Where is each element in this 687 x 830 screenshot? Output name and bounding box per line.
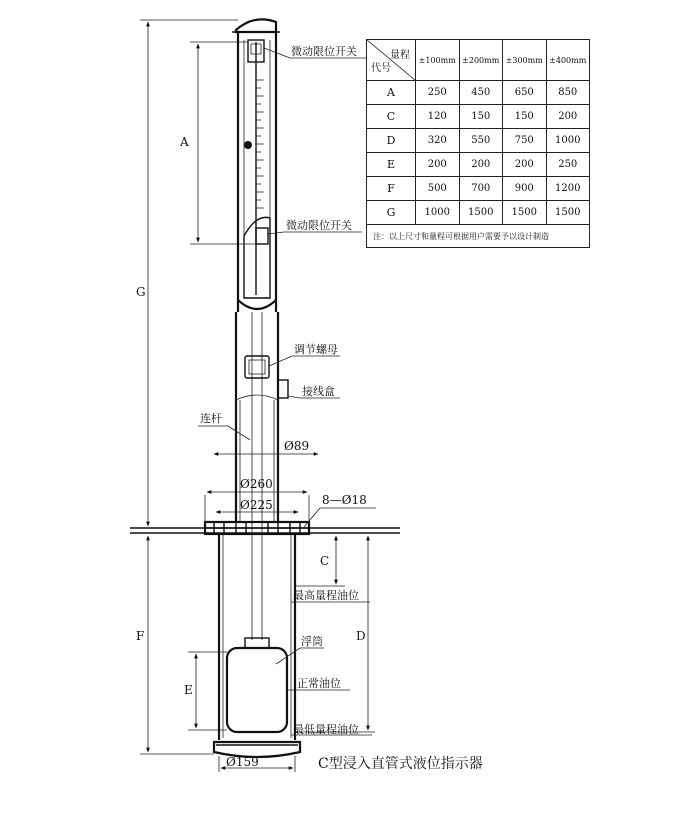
callout-max-level [291, 588, 370, 602]
dim-D [295, 536, 375, 732]
label-micro-switch-top: 微动限位开关 [291, 45, 357, 58]
cell: 500 [416, 177, 460, 201]
label-normal-level: 正常油位 [297, 677, 341, 690]
dim-G [136, 20, 238, 526]
col-header: ±300mm [503, 40, 547, 81]
dim-A [179, 42, 256, 244]
dim-F-label: F [136, 629, 145, 643]
dim-C [295, 536, 345, 586]
drawing-title: C型浸入直管式液位指示器 [318, 756, 483, 772]
cell: 200 [459, 153, 503, 177]
dim-F [136, 536, 214, 754]
dim-E [184, 652, 227, 730]
dim-d89 [214, 439, 318, 454]
table-row [367, 81, 590, 105]
table-row [367, 129, 590, 153]
callout-junction-box [288, 384, 340, 398]
cell: 320 [416, 129, 460, 153]
col-header: ±200mm [459, 40, 503, 81]
callout-normal-level [287, 676, 350, 690]
cell: 1000 [546, 129, 590, 153]
dim-d89-label: Ø89 [284, 439, 310, 453]
label-min-level: 最低量程油位 [293, 723, 359, 736]
table-note-row [367, 225, 590, 248]
spec-table-corner [367, 40, 416, 81]
callout-connecting-rod [198, 411, 250, 440]
cell: 1200 [546, 177, 590, 201]
dim-C-label: C [320, 554, 330, 568]
row-code: G [367, 201, 416, 225]
cell: 850 [546, 81, 590, 105]
callout-adjust-nut [269, 342, 340, 366]
mounting-flange [205, 522, 309, 534]
cell: 150 [459, 105, 503, 129]
col-header: ±100mm [416, 40, 460, 81]
cell: 450 [459, 81, 503, 105]
dim-bolts [304, 493, 376, 527]
cell: 250 [546, 153, 590, 177]
dim-A-label: A [180, 135, 189, 149]
dim-bolts-label: 8—Ø18 [322, 493, 367, 507]
row-code: D [367, 129, 416, 153]
label-max-level: 最高量程油位 [293, 589, 359, 602]
dim-d225 [216, 498, 298, 512]
cell: 900 [503, 177, 547, 201]
cell: 1500 [503, 201, 547, 225]
table-row [367, 153, 590, 177]
immersion-pipe [214, 534, 300, 757]
cell: 250 [416, 81, 460, 105]
cell: 550 [459, 129, 503, 153]
dim-d260-label: Ø260 [240, 477, 273, 491]
label-adjust-nut: 调节螺母 [294, 343, 338, 356]
table-row [367, 177, 590, 201]
cell: 200 [416, 153, 460, 177]
cell: 1500 [459, 201, 503, 225]
cell: 120 [416, 105, 460, 129]
cell: 1000 [416, 201, 460, 225]
dim-D-label: D [356, 629, 366, 643]
spec-table [366, 39, 590, 248]
table-note: 注：以上尺寸和量程可根据用户需要予以设计制造 [367, 225, 590, 248]
row-code: C [367, 105, 416, 129]
corner-top-label: 量程 [390, 50, 410, 61]
spec-table-header [367, 40, 590, 81]
corner-bottom-label: 代号 [371, 63, 391, 74]
cell: 150 [503, 105, 547, 129]
row-code: E [367, 153, 416, 177]
label-junction-box: 接线盒 [302, 385, 335, 398]
label-micro-switch-bottom: 微动限位开关 [286, 219, 352, 232]
cell: 700 [459, 177, 503, 201]
row-code: A [367, 81, 416, 105]
dim-E-label: E [184, 683, 193, 697]
cell: 200 [546, 105, 590, 129]
dim-G-label: G [136, 285, 146, 299]
indicator-housing [232, 19, 280, 312]
dim-d159-label: Ø159 [226, 755, 259, 769]
label-float: 浮筒 [301, 635, 323, 648]
callout-min-level [291, 722, 372, 736]
table-row [367, 201, 590, 225]
cell: 750 [503, 129, 547, 153]
cell: 1500 [546, 201, 590, 225]
table-row [367, 105, 590, 129]
dim-d225-label: Ø225 [240, 498, 273, 512]
dim-d159 [219, 755, 295, 772]
label-connecting-rod: 连杆 [200, 412, 222, 425]
col-header: ±400mm [546, 40, 590, 81]
row-code: F [367, 177, 416, 201]
cell: 200 [503, 153, 547, 177]
callout-micro-switch-top [264, 44, 366, 58]
callout-micro-switch-bottom [268, 218, 362, 234]
cell: 650 [503, 81, 547, 105]
